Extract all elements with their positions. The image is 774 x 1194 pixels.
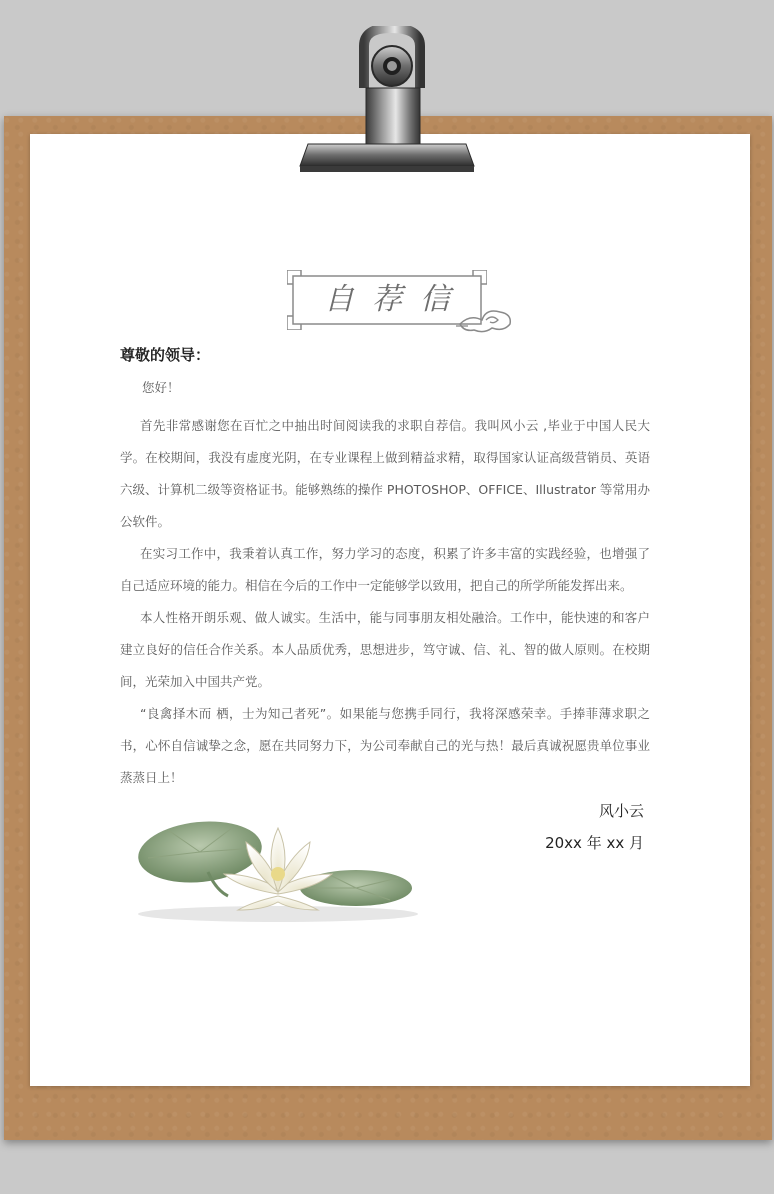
greeting: 您好！ (142, 380, 180, 395)
paragraph-internship: 在实习工作中，我秉着认真工作，努力学习的态度，积累了许多丰富的实践经验，也增强了自己适应环境的能力。相信在今后的工作中一定能够学以致用，把自己的所学所能发挥出来。 (120, 546, 650, 593)
paragraph-personality: 本人性格开朗乐观、做人诚实。生活中，能与同事朋友相处融洽。工作中，能快速的和客户建立良好的信任合作关系。本人品质优秀，思想进步，笃守诚、信、礼、智的做人原则。在校期间，光荣加入中国共产党。 (120, 610, 650, 689)
lotus-flower-icon (128, 818, 430, 926)
letter-body (120, 344, 650, 794)
signature-name: 风小云 (598, 802, 644, 820)
salutation: 尊敬的领导： (120, 346, 211, 364)
signature-date: 20xx 年 xx 月 (545, 834, 644, 852)
cloud-ornament-icon (456, 300, 516, 334)
page-title: 自荐信 (324, 282, 468, 317)
paragraph-education: 首先非常感谢您在百忙之中抽出时间阅读我的求职自荐信。我叫风小云 ,毕业于中国人民大学。在校期间，我没有虚度光阴，在专业课程上做到精益求精，取得国家认证高级营销员、英语六级、计算机二级等资格证书。能够熟练的操作 PHOTOSHOP、OFFICE、Illustrator 等常用办公软件。 (120, 418, 650, 529)
binder-clip-icon (296, 26, 478, 176)
paragraph-closing: “良禽择木而 栖，士为知己者死”。如果能与您携手同行，我将深感荣幸。手捧菲薄求职之书，心怀自信诚挚之念，愿在共同努力下，为公司奉献自己的光与热！最后真诚祝愿贵单位事业蒸蒸日上！ (120, 706, 650, 785)
